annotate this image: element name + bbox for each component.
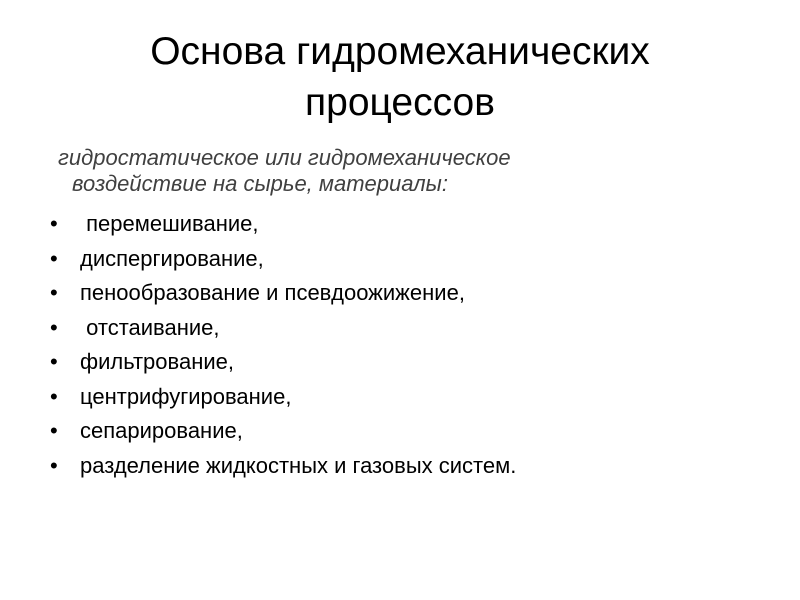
bullet-icon: •	[50, 452, 58, 478]
list-item-text: отстаивание,	[80, 314, 220, 340]
list-item-text: перемешивание,	[80, 211, 259, 236]
list-item	[50, 207, 770, 242]
bullet-icon: •	[50, 314, 58, 340]
slide-title-line-1: Основа гидромеханических	[150, 30, 650, 73]
slide-subtitle	[58, 145, 758, 197]
subtitle-line-1: гидростатическое или гидромеханическое	[58, 145, 511, 170]
list-item-text: разделение жидкостных и газовых систем.	[80, 452, 517, 478]
bullet-icon: •	[50, 280, 58, 305]
list-item	[50, 380, 770, 415]
list-item	[50, 345, 770, 380]
subtitle-line-2: воздействие на сырье, материалы:	[72, 171, 448, 196]
bullet-icon: •	[50, 349, 58, 374]
bullet-list	[50, 207, 770, 483]
slide-title-line-2: процессов	[305, 81, 495, 124]
list-item-text: центрифугирование,	[80, 383, 292, 409]
list-item-text: диспергирование,	[80, 245, 264, 271]
list-item	[50, 242, 770, 277]
bullet-icon: •	[50, 211, 58, 236]
list-item-text: сепарирование,	[80, 418, 243, 443]
list-item	[50, 276, 770, 311]
list-item-text: пенообразование и псевдоожижение,	[80, 280, 465, 305]
bullet-icon: •	[50, 418, 58, 443]
slide-title	[60, 26, 740, 128]
list-item	[50, 414, 770, 449]
list-item-text: фильтрование,	[80, 349, 234, 374]
bullet-icon: •	[50, 245, 58, 271]
list-item	[50, 449, 770, 484]
list-item	[50, 311, 770, 346]
bullet-icon: •	[50, 383, 58, 409]
